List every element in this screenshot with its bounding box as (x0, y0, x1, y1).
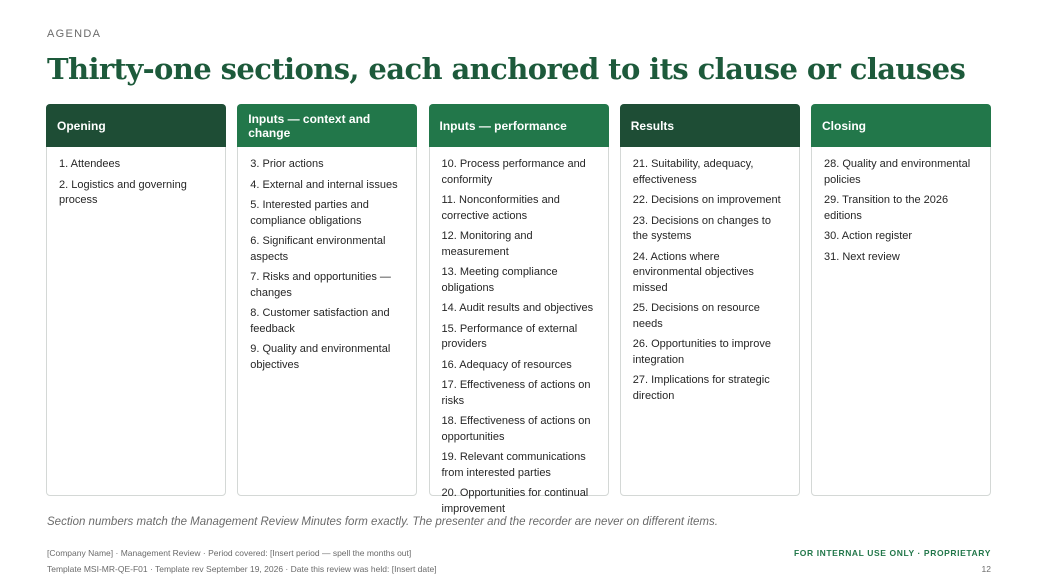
list-item: 12. Monitoring and measurement (441, 230, 533, 258)
confidentiality-label: FOR INTERNAL USE ONLY · PROPRIETARY (793, 548, 991, 558)
list-item: 30. Action register (824, 230, 913, 242)
footer-meta (47, 545, 437, 577)
column-header-closing: Closing (811, 104, 991, 147)
list-item: 26. Opportunities to improve integration (632, 338, 771, 366)
footer-right (794, 545, 991, 577)
page-number: 12 (981, 564, 991, 574)
list-item: 5. Interested parties and compliance obligations (250, 199, 369, 227)
list-item: 3. Prior actions (250, 158, 324, 170)
list-item: 8. Customer satisfaction and feedback (250, 307, 390, 335)
footer-line-template: Template MSI-MR-QE-F01 · Template rev September 19, 2026 · Date this review was held: [Insert date] (47, 564, 437, 574)
column-list-results (621, 105, 799, 404)
list-item: 21. Suitability, adequacy, effectiveness (632, 158, 754, 186)
column-header-inputs-context: Inputs — context and change (237, 104, 417, 147)
footnote: Section numbers match the Management Review Minutes form exactly. The presenter and the recorder are never on different items. (47, 516, 718, 528)
list-item: 19. Relevant communications from interested parties (441, 451, 586, 479)
list-item: 15. Performance of external providers (441, 322, 578, 350)
list-item: 10. Process performance and conformity (441, 158, 586, 186)
list-item: 4. External and internal issues (250, 178, 398, 191)
column-inputs-context (237, 104, 417, 496)
column-results (620, 104, 800, 496)
column-list-inputs-performance (430, 105, 608, 517)
list-item: 11. Nonconformities and corrective actions (441, 194, 560, 222)
list-item: 17. Effectiveness of actions on risks (441, 379, 591, 407)
column-header-opening: Opening (46, 104, 226, 147)
list-item: 6. Significant environmental aspects (250, 235, 386, 263)
list-item: 18. Effectiveness of actions on opportunities (441, 415, 591, 443)
slide-title: Thirty-one sections, each anchored to its clause or clauses (47, 52, 966, 86)
list-item: 14. Audit results and objectives (441, 302, 594, 314)
column-header-inputs-performance: Inputs — performance (429, 104, 609, 147)
list-item: 13. Meeting compliance obligations (441, 266, 558, 294)
list-item: 20. Opportunities for continual improvement (441, 487, 589, 515)
agenda-eyebrow: AGENDA (47, 28, 102, 40)
column-header-results: Results (620, 104, 800, 147)
list-item: 27. Implications for strategic direction (632, 374, 770, 402)
agenda-columns (46, 104, 991, 515)
list-item: 22. Decisions on improvement (632, 194, 781, 206)
list-item: 23. Decisions on changes to the systems (632, 214, 771, 242)
column-closing (811, 104, 991, 496)
list-item: 31. Next review (824, 250, 900, 263)
list-item: 28. Quality and environmental policies (824, 158, 971, 186)
list-item: 16. Adequacy of resources (441, 358, 572, 371)
list-item: 29. Transition to the 2026 editions (824, 194, 949, 222)
list-item: 2. Logistics and governing process (59, 178, 187, 206)
list-item: 9. Quality and environmental objectives (250, 343, 391, 371)
footer-line-company: [Company Name] · Management Review · Period covered: [Insert period — spell the months out] (47, 548, 412, 558)
list-item: 1. Attendees (59, 158, 121, 170)
list-item: 24. Actions where environmental objectives missed (632, 250, 754, 294)
column-opening (46, 104, 226, 496)
list-item: 7. Risks and opportunities — changes (250, 271, 391, 299)
list-item: 25. Decisions on resource needs (632, 302, 760, 330)
column-inputs-performance (429, 104, 609, 515)
